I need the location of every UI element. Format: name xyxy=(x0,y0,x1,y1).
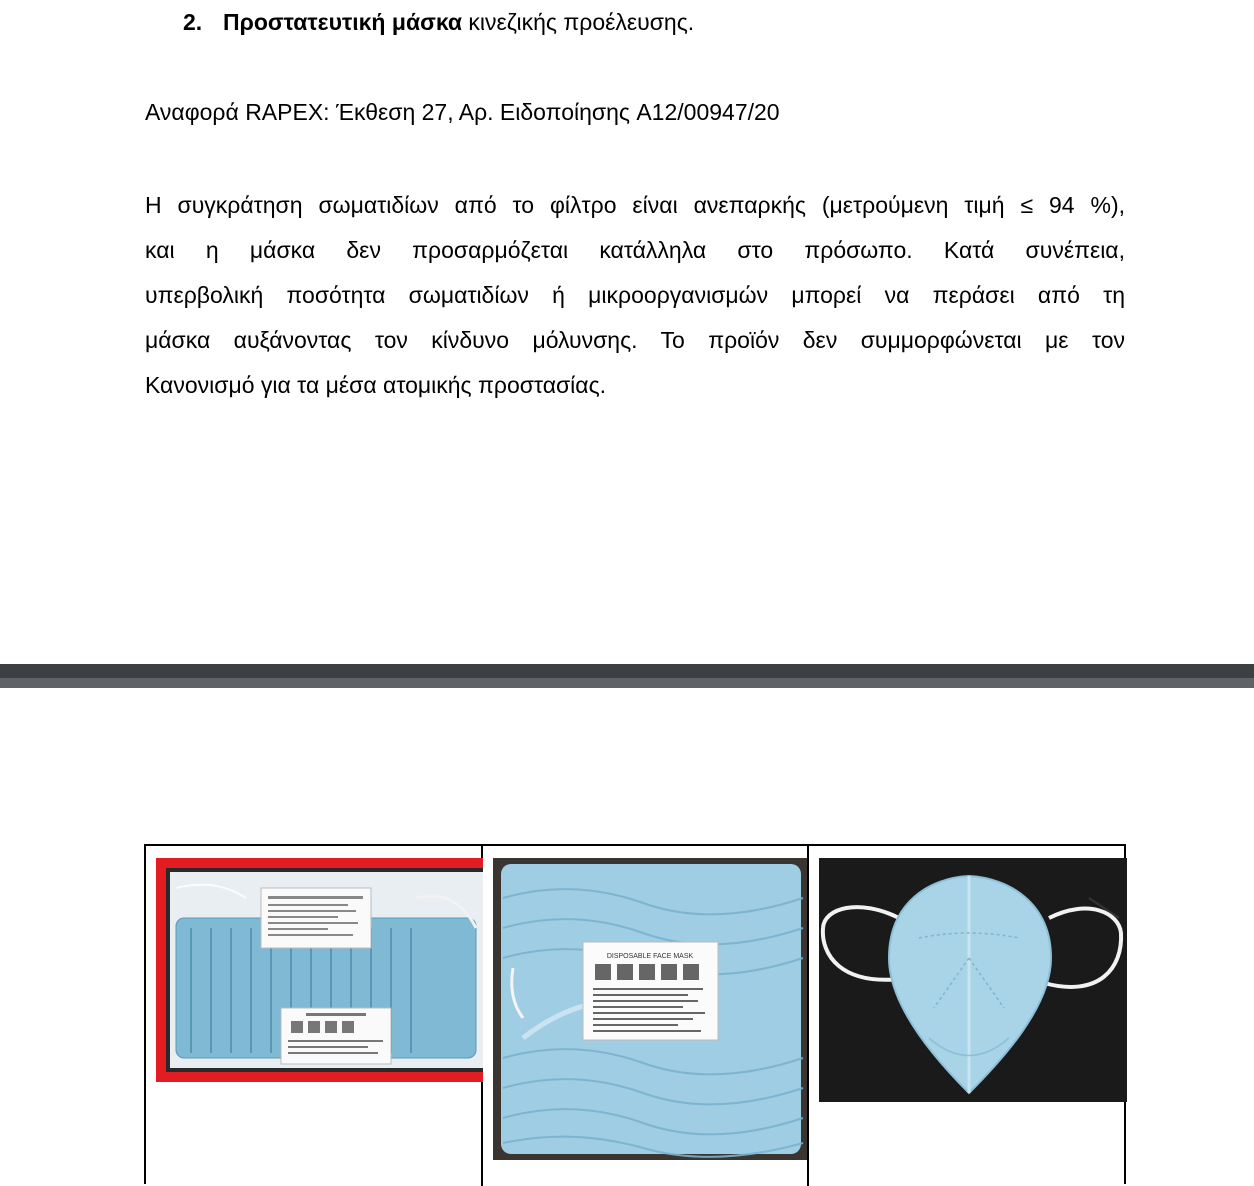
description-line: Κανονισμό για τα μέσα ατομικής προστασίας. xyxy=(145,372,607,398)
page-separator xyxy=(0,664,1254,678)
page-separator-shadow xyxy=(0,678,1254,688)
photo-cell-1 xyxy=(146,846,483,1186)
rapex-reference: Αναφορά RAPEX: Έκθεση 27, Αρ. Ειδοποίησης A12/00947/20 xyxy=(145,99,780,125)
description-line: Η συγκράτηση σωματιδίων από το φίλτρο είναι ανεπαρκής (μετρούμενη τιμή ≤ 94 %), xyxy=(145,192,1125,218)
photo-cell-2 xyxy=(483,846,809,1186)
mask-package-photo xyxy=(156,858,483,1082)
description-line: και η μάσκα δεν προσαρμόζεται κατάλληλα στο πρόσωπο. Κατά συνέπεια, xyxy=(145,237,1125,263)
description-line: υπερβολική ποσότητα σωματιδίων ή μικροοργανισμών μπορεί να περάσει από τη xyxy=(145,282,1125,308)
description-paragraph xyxy=(145,183,1125,408)
description-line: μάσκα αυξάνοντας τον κίνδυνο μόλυνσης. Το προϊόν δεν συμμορφώνεται με τον xyxy=(145,327,1125,353)
item-title-bold: Προστατευτική μάσκα xyxy=(223,9,463,35)
face-mask-photo xyxy=(819,858,1127,1102)
mask-bag-photo xyxy=(493,858,807,1160)
bag-label-text: DISPOSABLE FACE MASK xyxy=(606,953,694,960)
item-heading xyxy=(183,6,694,38)
photo-table xyxy=(144,844,1126,1184)
item-number: 2. xyxy=(183,9,203,35)
photo-cell-3 xyxy=(809,846,1126,1186)
item-title-rest: κινεζικής προέλευσης. xyxy=(462,9,695,35)
